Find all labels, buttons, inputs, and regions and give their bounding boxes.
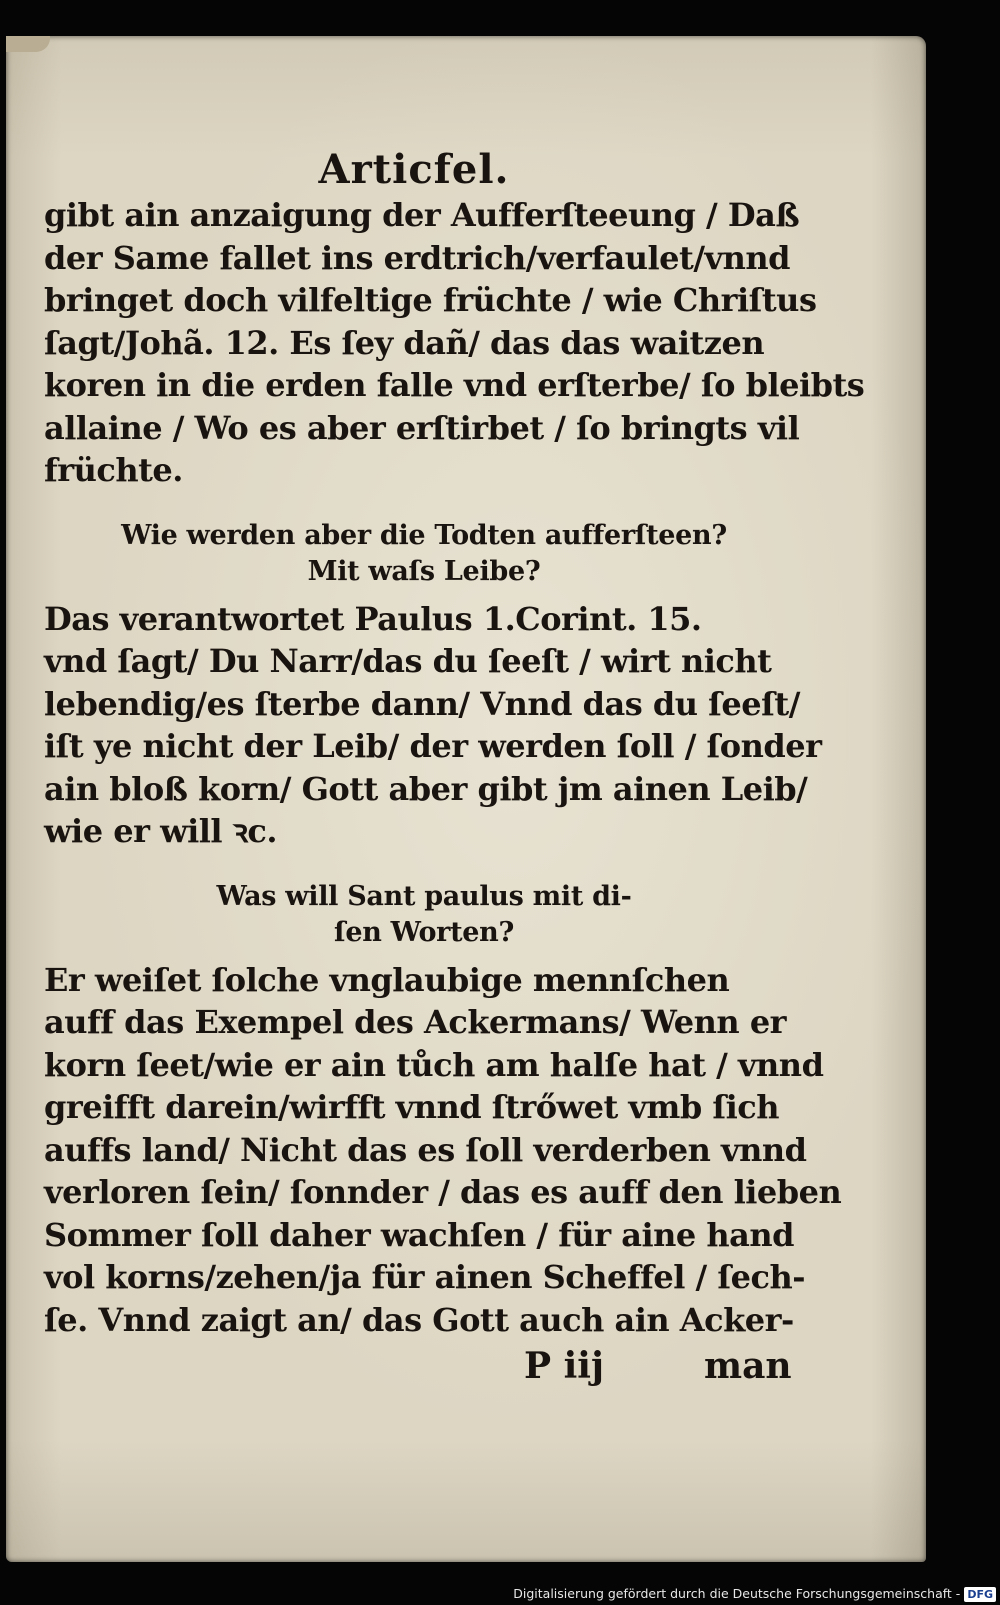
heading-line: Mit waſs Leibe? [307,555,541,587]
paragraph-2 [44,598,822,853]
question-heading-2 [44,879,804,951]
text-line: allaine / Wo es aber erſtirbet / ſo bringts vil [44,408,800,447]
page-footer [44,1345,804,1391]
text-line: korn ſeet/wie er ain tůch am halſe hat / vnnd [44,1045,824,1084]
page-text [44,146,865,1391]
book-page [6,36,926,1562]
heading-line: ſen Worten? [334,916,514,948]
heading-line: Wie werden aber die Todten aufferſteen? [121,519,727,551]
text-line: verloren ſein/ ſonnder / das es auff den lieben [44,1173,842,1211]
text-line: Das verantwortet Paulus 1.Corint. 15. [44,599,702,638]
text-line: gibt ain anzaigung der Aufferſteeung / Daß [44,196,800,234]
paragraph-1 [44,194,865,492]
credit-text: Digitalisierung gefördert durch die Deutsche Forschungsgemeinschaft - [513,1586,961,1601]
text-line: wie er will ꝛc. [44,812,278,850]
text-line: ſagt/Johã. 12. Es ſey dañ/ das das waitzen [44,323,765,362]
paragraph-3 [44,959,842,1342]
text-line: vnd ſagt/ Du Narr/das du ſeeſt / wirt nicht [44,642,772,680]
text-line: ain bloß korn/ Gott aber gibt jm ainen Leib/ [44,769,808,808]
heading-line: Was will Sant paulus mit di- [216,880,632,912]
text-line: iſt ye nicht der Leib/ der werden ſoll / ſonder [44,727,822,765]
text-line: der Same fallet ins erdtrich/verfaulet/vnnd [44,238,790,277]
text-line: Sommer ſoll daher wachſen / für aine hand [44,1215,795,1254]
text-line: greifft darein/wirfft vnnd ſtrőwet vmb ſich [44,1088,780,1126]
text-line: Er weiſet ſolche vnglaubige mennſchen [44,960,730,999]
text-line: auff das Exempel des Ackermans/ Wenn er [44,1003,787,1041]
catchword: man [704,1345,792,1387]
funding-credit [509,1583,1000,1605]
text-line: ſe. Vnnd zaigt an/ das Gott auch ain Acker- [44,1300,794,1339]
dfg-logo-icon: DFG [964,1587,996,1602]
signature-mark: P iij [524,1345,604,1387]
text-line: vol korns/zehen/ja für ainen Scheffel / ſech- [44,1258,805,1296]
text-line: früchte. [44,451,183,489]
running-head: Articfel. [318,146,510,193]
text-line: bringet doch vilfeltige früchte / wie Chriſtus [44,281,817,319]
torn-corner [6,36,50,52]
text-line: koren in die erden falle vnd erſterbe/ ſo bleibts [44,366,865,404]
question-heading-1 [44,518,804,590]
text-line: lebendig/es ſterbe dann/ Vnnd das du ſeeſt/ [44,684,800,723]
text-line: auffs land/ Nicht das es ſoll verderben vnnd [44,1130,807,1169]
